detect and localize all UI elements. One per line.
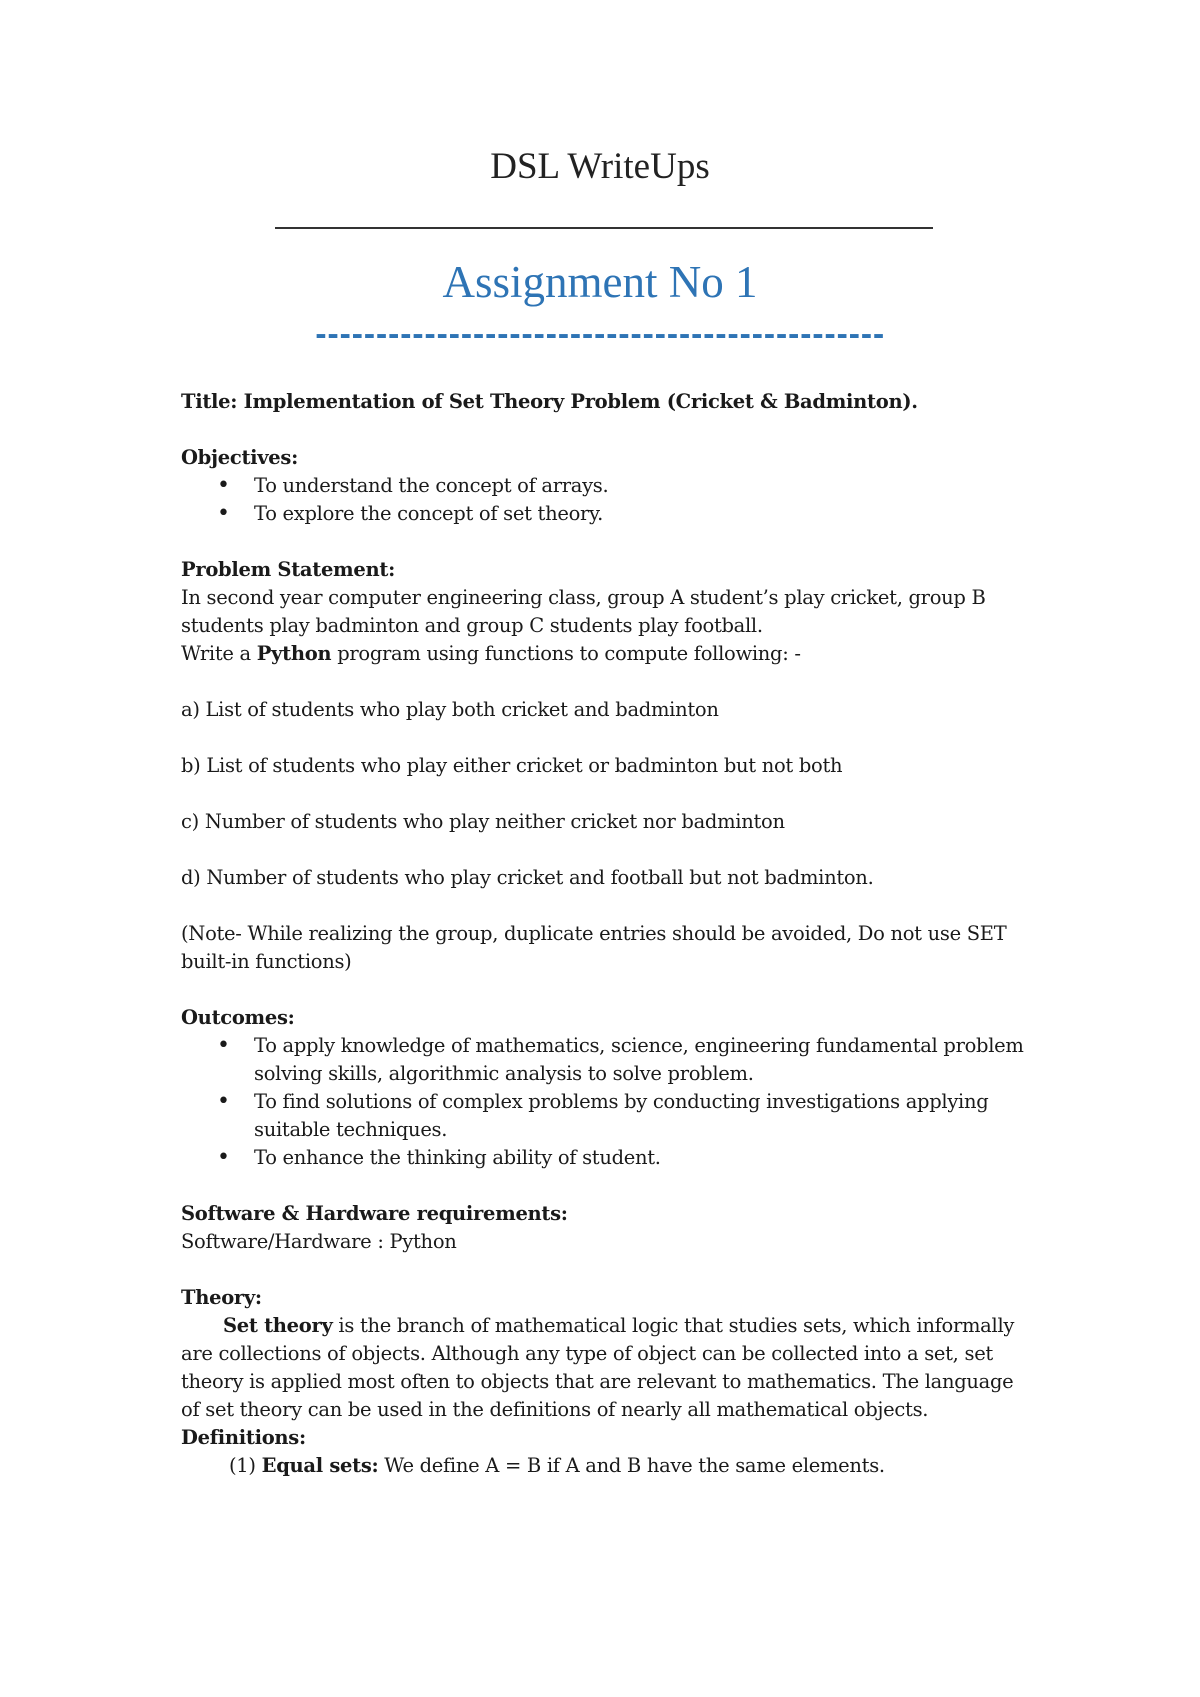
task-item: d) Number of students who play cricket and football but not badminton. [181,866,874,889]
definitions-heading: Definitions: [181,1426,306,1449]
definition-number: (1) [229,1454,262,1477]
outcomes-list [181,1032,1031,1172]
task-item: b) List of students who play either cricket or badminton but not both [181,754,843,777]
assignment-heading: Assignment No 1 [442,257,758,307]
definition-text: We define A = B if A and B have the same elements. [378,1454,885,1477]
document-body [181,388,1031,1480]
list-item: • To apply knowledge of mathematics, science, engineering fundamental problem solving skills, algorithmic analysis to solve problem. [254,1032,1031,1088]
write-prefix: Write a [181,642,257,665]
theory-text: is the branch of mathematical logic that studies sets, which informally are collections of objects. Although any type of object can be collected into a set, set theory is applied most often to objects that are relevant to mathematics. The language of set theory can be used in the definitions of nearly all mathematical objects. [181,1314,1015,1421]
definition-item [181,1452,1031,1480]
problem-intro: In second year computer engineering class, group A student’s play cricket, group B students play badminton and group C students play football. [181,586,986,637]
problem-note: (Note- While realizing the group, duplicate entries should be avoided, Do not use SET built-in functions) [181,922,1007,973]
list-item: • To find solutions of complex problems by conducting investigations applying suitable techniques. [254,1088,1031,1144]
assignment-title-line: Title: Implementation of Set Theory Problem (Cricket & Badminton). [181,390,918,413]
problem-statement-heading: Problem Statement: [181,558,395,581]
document-title: DSL WriteUps [490,146,710,187]
list-item: • To enhance the thinking ability of student. [254,1144,1031,1172]
task-item: a) List of students who play both cricket and badminton [181,698,719,721]
objectives-list [181,472,1031,528]
requirements-heading: Software & Hardware requirements: [181,1202,568,1225]
set-theory-term: Set theory [223,1314,333,1337]
theory-paragraph [181,1312,1031,1424]
title-divider [275,227,933,229]
list-item: • To understand the concept of arrays. [254,472,1031,500]
problem-write-line [181,640,1031,668]
outcomes-heading: Outcomes: [181,1006,295,1029]
definition-term: Equal sets: [261,1454,379,1477]
list-item: • To explore the concept of set theory. [254,500,1031,528]
assignment-dash-rule: ----------------------------------------------- [315,318,885,351]
write-suffix: program using functions to compute following: - [331,642,801,665]
requirements-text: Software/Hardware : Python [181,1230,457,1253]
objectives-heading: Objectives: [181,446,298,469]
theory-heading: Theory: [181,1286,262,1309]
task-item: c) Number of students who play neither cricket nor badminton [181,810,785,833]
python-keyword: Python [256,642,332,665]
